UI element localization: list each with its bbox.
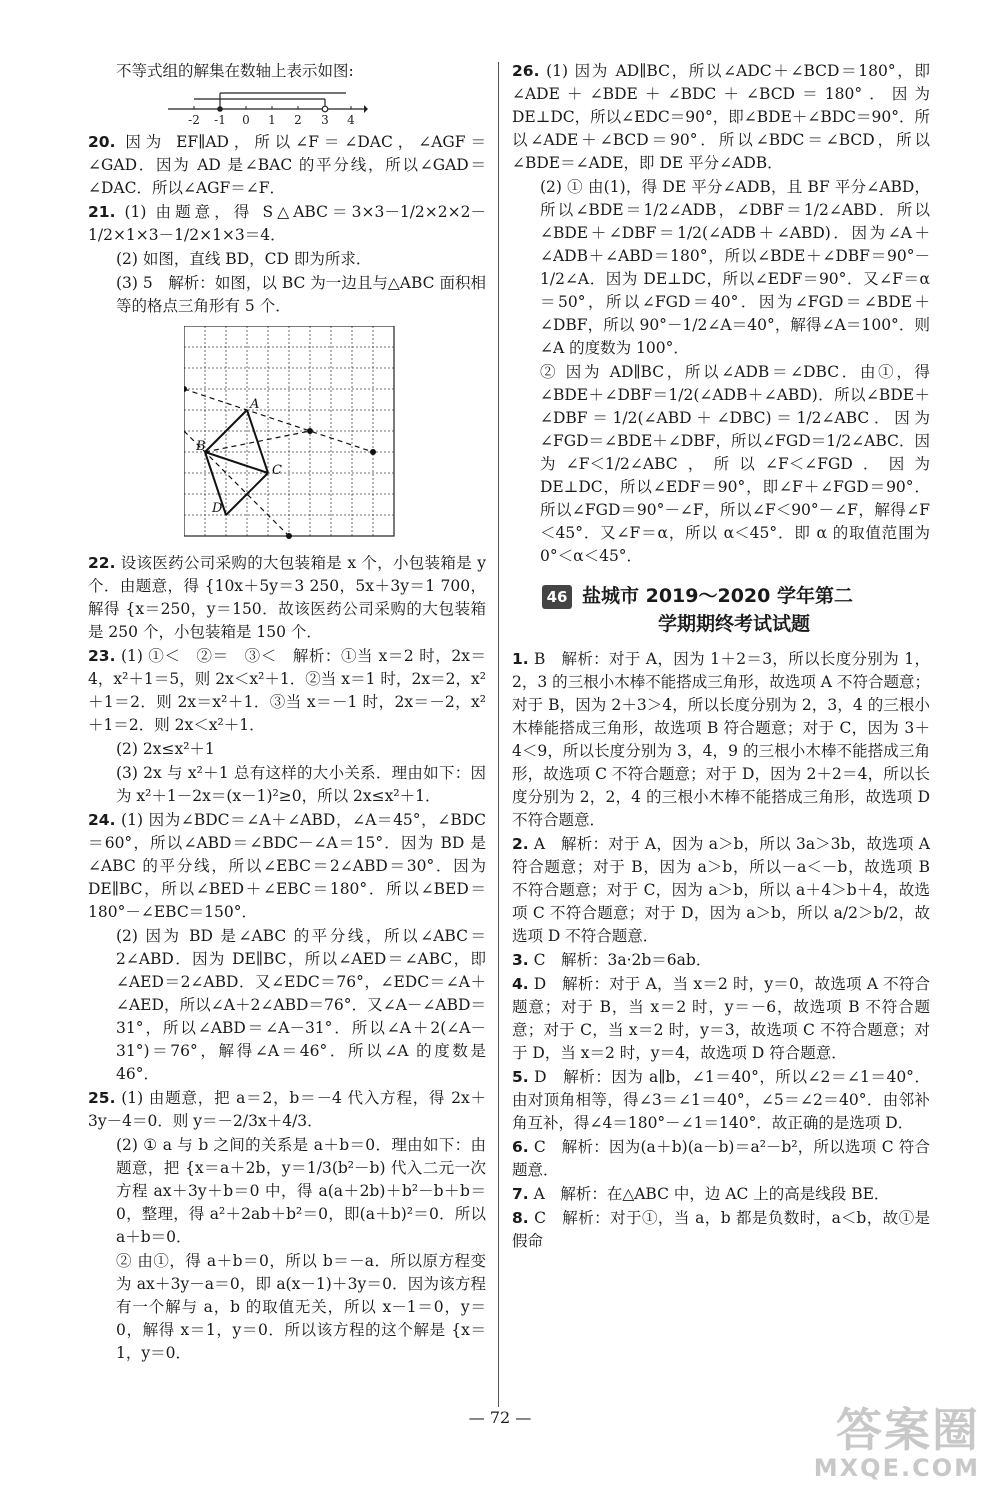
answer-20: 20. 因为 EF∥AD，所以∠F＝∠DAC，∠AGF＝∠GAD．因为 AD 是∠BAC 的平分线，所以∠GAD＝∠DAC．所以∠AGF＝∠F． (88, 133, 486, 197)
watermark-line2: MXQE.COM (813, 1454, 980, 1482)
mc-answer-1: 1. B 解析：对于 A，因为 1＋2＝3，所以长度分别为 1，2，3 的三根小木棒不能搭成三角形，故选项 A 不符合题意；对于 B，因为 2＋3＞4，所以长度分别为 2，3，4 的三根小木棒能搭成三角形，故选项 B 符合题意；对于 C，因为 3＋4＜9，所以长度分别为 3，4，9 的三根小木棒不能搭成三角形，故选项 C 不符合题意；对于 D，因为 2＋2＝4，所以长度分别为 2，2，4 的三根小木棒不能搭成三角形，故选项 D 不符合题意． (512, 650, 930, 829)
tick-label: 0 (242, 113, 250, 127)
grid-figure (184, 326, 396, 542)
tick-label: 2 (294, 113, 302, 127)
number-line-intro: 不等式组的解集在数轴上表示如图: (116, 62, 354, 80)
answer-21-part3: (3) 5 解析：如图，以 BC 为一边且与△ABC 面积相等的格点三角形有 5 个． (116, 274, 486, 315)
answer-26: 26. (1) 因为 AD∥BC，所以∠ADC＋∠BCD＝180°，即∠ADE＋∠BDE＋∠BDC＋∠BCD＝180°．因为 DE⊥DC，所以∠EDC＝90°，即∠BDE＋∠BDC＝90°．所以∠ADE＋∠BCD＝90°．所以∠BDC＝∠BCD，所以∠BDE＝∠ADE，即 DE 平分∠ADB． (512, 62, 930, 172)
answer-25-part2: (2) ① a 与 b 之间的关系是 a＋b＝0．理由如下：由题意，把 {x＝a＋2b，y＝1/3(b²－b) 代入二元一次方程 ax＋3y＋b＝0 中，得 a(a＋2b)＋b²－b＋b＝0，整理，得 a²＋2ab＋b²＝0，即(a＋b)²＝0．所以 a＋b＝0． (116, 1136, 486, 1246)
mc-answer-2: 2. A 解析：对于 A，因为 a＞b，所以 3a＞3b，故选项 A 符合题意；对于 B，因为 a＞b，所以－a＜－b，故选项 B 不符合题意；对于 C，因为 a＞b，所以 a＋4＞b＋4，故选项 C 不符合题意；对于 D，因为 a＞b，所以 a/2＞b/2，故选项 D 不符合题意． (512, 835, 930, 945)
answer-23-part2: (2) 2x≤x²＋1 (116, 740, 215, 758)
tick-label: 1 (268, 113, 276, 127)
answer-21: 21. (1) 由题意，得 S△ABC＝3×3－1/2×2×2－1/2×1×3－1/2×1×3＝4． (88, 203, 486, 244)
answer-23: 23. (1) ①＜ ②＝ ③＜ 解析：①当 x＝2 时，2x＝4，x²＋1＝5，则 2x＜x²＋1．②当 x＝1 时，2x＝2，x²＋1＝2．则 2x＝x²＋1．③当 x＝－1 时，2x＝－2，x²＋1＝2．则 2x＜x²＋1． (88, 647, 486, 734)
answer-25-part2b: ② 由①，得 a＋b＝0，所以 b＝－a．所以原方程变为 ax＋3y－a＝0，即 a(x－1)＋3y＝0．因为该方程有一个解与 a，b 的取值无关，所以 x－1＝0，y＝0，解得 x＝1，y＝0．所以该方程的这个解是 {x＝1，y＝0． (116, 1252, 486, 1362)
answer-24: 24. (1) 因为∠BDC＝∠A＋∠ABD，∠A＝45°，∠BDC＝60°，所以∠ABD＝∠BDC－∠A＝15°．因为 BD 是∠ABC 的平分线，所以∠EBC＝2∠ABD＝30°．因为 DE∥BC，所以∠BED＋∠EBC＝180°．所以∠BED＝180°－∠EBC＝150°． (88, 811, 486, 921)
column-divider (498, 62, 499, 1407)
section-title-line2: 学期期终考试试题 (657, 613, 810, 635)
page-number: — 72 — (468, 1408, 532, 1427)
answer-22: 22. 设该医药公司采购的大包装箱是 x 个，小包装箱是 y 个．由题意，得 {10x＋5y＝3 250，5x＋3y＝1 700，解得 {x＝250，y＝150．故该医药公司采购的大包装箱是 250 个，小包装箱是 150 个． (88, 554, 486, 641)
answer-23-part3: (3) 2x 与 x²＋1 总有这样的大小关系．理由如下：因为 x²＋1－2x＝(x－1)²≥0，所以 2x≤x²＋1． (116, 764, 486, 805)
answer-21-part2: (2) 如图，直线 BD，CD 即为所求． (116, 250, 372, 268)
left-column (88, 60, 486, 1366)
answer-26-part2b: ② 因为 AD∥BC，所以∠ADB＝∠DBC．由①，得∠BDE＋∠DBF＝1/2(∠ADB＋∠ABD)．所以∠BDE＋∠DBF＝1/2(∠ABD＋∠DBC)＝1/2∠ABC．因为∠FGD＝∠BDE＋∠DBF，所以∠FGD＝1/2∠ABC．因为∠F＜1/2∠ABC，所以∠F＜∠FGD．因为 DE⊥DC，所以∠EDF＝90°，即∠F＋∠FGD＝90°．所以∠FGD＝90°－∠F，所以∠F＜90°－∠F，解得∠F＜45°．又∠F＝α，所以 α＜45°．即 α 的取值范围为 0°＜α＜45°． (540, 363, 930, 565)
watermark-line1: 答案圈 (836, 1403, 980, 1457)
tick-label: -2 (188, 113, 200, 127)
watermark-logo (814, 1405, 980, 1481)
point-label-c: C (272, 463, 282, 478)
tick-label: 3 (321, 113, 329, 127)
section-title-line1: 盐城市 2019～2020 学年第二 (582, 585, 853, 607)
point-label-b: B (196, 439, 206, 454)
mc-answer-6: 6. C 解析：因为(a＋b)(a－b)＝a²－b²，所以选项 C 符合题意． (512, 1138, 930, 1179)
mc-answer-8: 8. C 解析：对于①，当 a，b 都是负数时，a＜b，故①是假命 (512, 1209, 930, 1250)
tick-label: -1 (214, 113, 226, 127)
mc-answer-5: 5. D 解析：因为 a∥b，∠1＝40°，所以∠2＝∠1＝40°．由对顶角相等，得∠3＝∠1＝40°，∠5＝∠2＝40°．由邻补角互补，得∠4＝180°－∠1＝140°．故正确的是选项 D． (512, 1068, 930, 1132)
right-column (512, 60, 930, 1254)
answer-24-part2: (2) 因为 BD 是∠ABC 的平分线，所以∠ABC＝2∠ABD．因为 DE∥BC，所以∠AED＝∠ABC，即∠AED＝2∠ABD．又∠EDC＝76°，∠EDC＝∠A＋∠AED，所以∠A＋2∠ABD＝76°．又∠A－∠ABD＝31°，所以∠ABD＝∠A－31°．所以∠A＋2(∠A－31°)＝76°，解得∠A＝46°．所以∠A 的度数是 46°． (116, 927, 486, 1083)
section-heading (512, 582, 930, 638)
section-number-badge: 46 (542, 585, 572, 609)
answer-26-part2: (2) ① 由(1)，得 DE 平分∠ADB，且 BF 平分∠ABD，所以∠BDE＝1/2∠ADB，∠DBF＝1/2∠ABD．所以∠BDE＋∠DBF＝1/2(∠ADB＋∠ABD)．因为∠A＋∠ADB＋∠ABD＝180°，所以∠BDE＋∠DBF＝90°－1/2∠A．因为 DE⊥DC，所以∠EDF＝90°．又∠F＝α＝50°，所以∠FGD＝40°．因为∠FGD＝∠BDE＋∠DBF，所以 90°－1/2∠A＝40°，解得∠A＝100°．则∠A 的度数为 100°． (540, 178, 930, 357)
mc-answer-7: 7. A 解析：在△ABC 中，边 AC 上的高是线段 BE． (512, 1185, 890, 1203)
mc-answer-4: 4. D 解析：对于 A，当 x＝2 时，y＝0，故选项 A 不符合题意；对于 B，当 x＝2 时，y＝－6，故选项 B 不符合题意；对于 C，当 x＝2 时，y＝3，故选项 C 不符合题意；对于 D，当 x＝2 时，y＝4，故选项 D 符合题意． (512, 975, 930, 1062)
answer-25: 25. (1) 由题意，把 a＝2，b＝－4 代入方程，得 2x＋3y－4＝0．则 y＝－2/3x＋4/3． (88, 1089, 486, 1130)
tick-label: 4 (347, 113, 355, 127)
point-label-a: A (250, 397, 260, 412)
number-line-figure (168, 87, 368, 127)
mc-answer-3: 3. C 解析：3a·2b＝6ab． (512, 951, 712, 969)
point-label-d: D (212, 501, 223, 516)
